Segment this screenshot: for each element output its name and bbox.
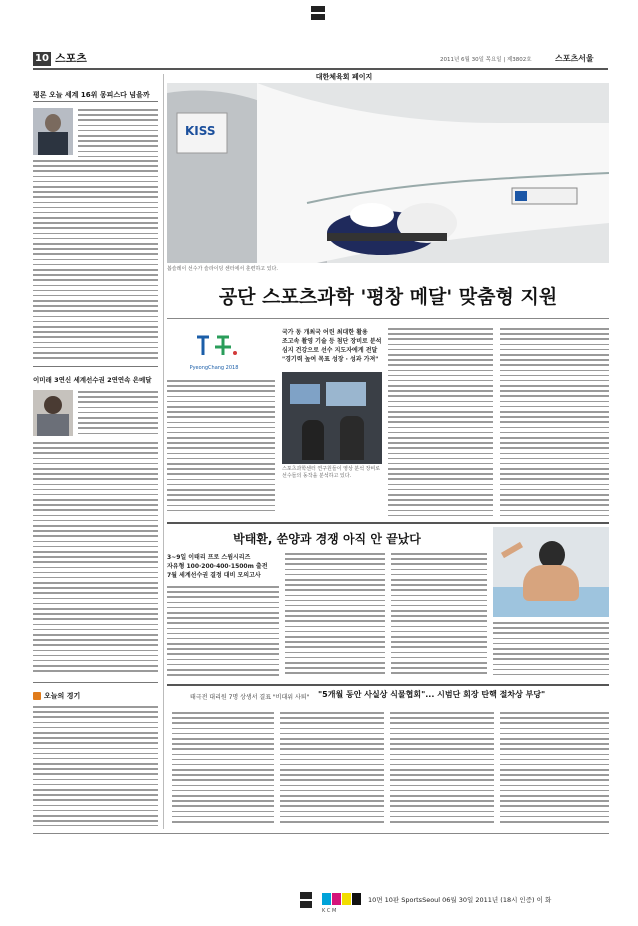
registration-mark-bottom (300, 892, 312, 908)
bottom-body-col4 (500, 712, 609, 824)
pyeongchang-logo (187, 333, 241, 371)
swim-photo (493, 527, 609, 617)
footer-cmyk-mark: K C M (322, 908, 337, 914)
swim-body-col4 (493, 622, 609, 676)
pyeongchang-emblem (187, 333, 241, 361)
section-title: 스포츠 (55, 52, 87, 65)
kicker-line-2: 조고속 촬영 기술 등 첨단 장비로 분석 (282, 338, 382, 345)
kicker-line-4: "경기력 높여 목표 성장 · 성과 가져" (282, 356, 379, 363)
today-games-icon (33, 692, 41, 700)
today-games-label: 오늘의 경기 (44, 692, 81, 700)
color-bar (322, 893, 362, 905)
today-games-list (33, 706, 158, 826)
brand-logo: 스포츠서울 (555, 54, 594, 63)
footer-text: 10면 10판 SportsSeoul 06월 30일 2011년 (18시 인증) 이 화 (368, 896, 552, 904)
page-number: 10 (33, 52, 51, 66)
profile2-photo (33, 390, 73, 436)
profile1-body (33, 160, 158, 360)
date-line: 2011년 6월 30일 목요일 | 제3802호 (440, 57, 532, 63)
profile1-title: 평론 오늘 세계 16위 몽피스다 넘을까 (33, 91, 150, 99)
feature-banner: 대한체육회 페이지 (315, 73, 373, 81)
feature-photo-bobsled (167, 83, 609, 263)
bottom-tag: 태극전 대리원 7명 상생서 결표 "비대위 사퇴" (190, 694, 310, 701)
swim-headline: 박태환, 쑨양과 경쟁 아직 안 끝났다 (233, 532, 421, 546)
swim-body-col1 (167, 586, 279, 676)
profile1-body-top (78, 109, 158, 157)
swim-subheads (167, 553, 279, 580)
kicker-line-3: 심지 건강으로 선수 지도자에게 전달 (282, 347, 378, 354)
registration-mark-top (311, 6, 325, 20)
feature-inset-photo (282, 372, 382, 464)
feature-kicker (282, 328, 382, 364)
feature-body-col4 (500, 328, 609, 518)
feature-body-col3 (388, 328, 493, 518)
swim-body-col2 (285, 553, 385, 676)
feature-body-col1 (167, 380, 275, 515)
bottom-headline: "5개월 동안 사실상 식물협회"... 시범단 회장 탄핵 절차상 부당" (318, 690, 546, 699)
bobsled-track-illustration (167, 83, 609, 263)
profile2-body-top (78, 391, 158, 437)
pyeongchang-logo-text: PyeongChang 2018 (189, 365, 239, 371)
profile2-body (33, 442, 158, 674)
bottom-body-col3 (390, 712, 494, 824)
swim-body-col3 (391, 553, 487, 676)
profile1-photo (33, 108, 73, 155)
kicker-line-1: 국가 동 개최국 어린 최대한 활용 (282, 329, 368, 336)
swim-sub-2: 자유형 100·200·400·1500m 출전 (167, 563, 268, 570)
feature-inset-caption: 스포츠과학센터 연구원들이 영상 분석 장비로 선수들의 동작을 분석하고 있다. (282, 466, 381, 479)
swim-sub-1: 3~9일 이태리 프로 스윔시리즈 (167, 554, 251, 561)
bottom-body-col2 (280, 712, 384, 824)
bottom-body-col1 (172, 712, 274, 824)
profile2-title: 이미래 3연신 세계선수권 2연연속 은메달 (33, 376, 152, 384)
feature-headline: 공단 스포츠과학 '평창 메달' 맞춤형 지원 (218, 286, 558, 308)
header-rule (33, 68, 608, 70)
swim-sub-3: 7월 세계선수권 결정 대비 모의고사 (167, 572, 261, 579)
svg-text:KISS: KISS (185, 124, 216, 138)
feature-photo-caption: 봅슬레이 선수가 슬라이딩 센터에서 훈련하고 있다. (167, 266, 278, 272)
